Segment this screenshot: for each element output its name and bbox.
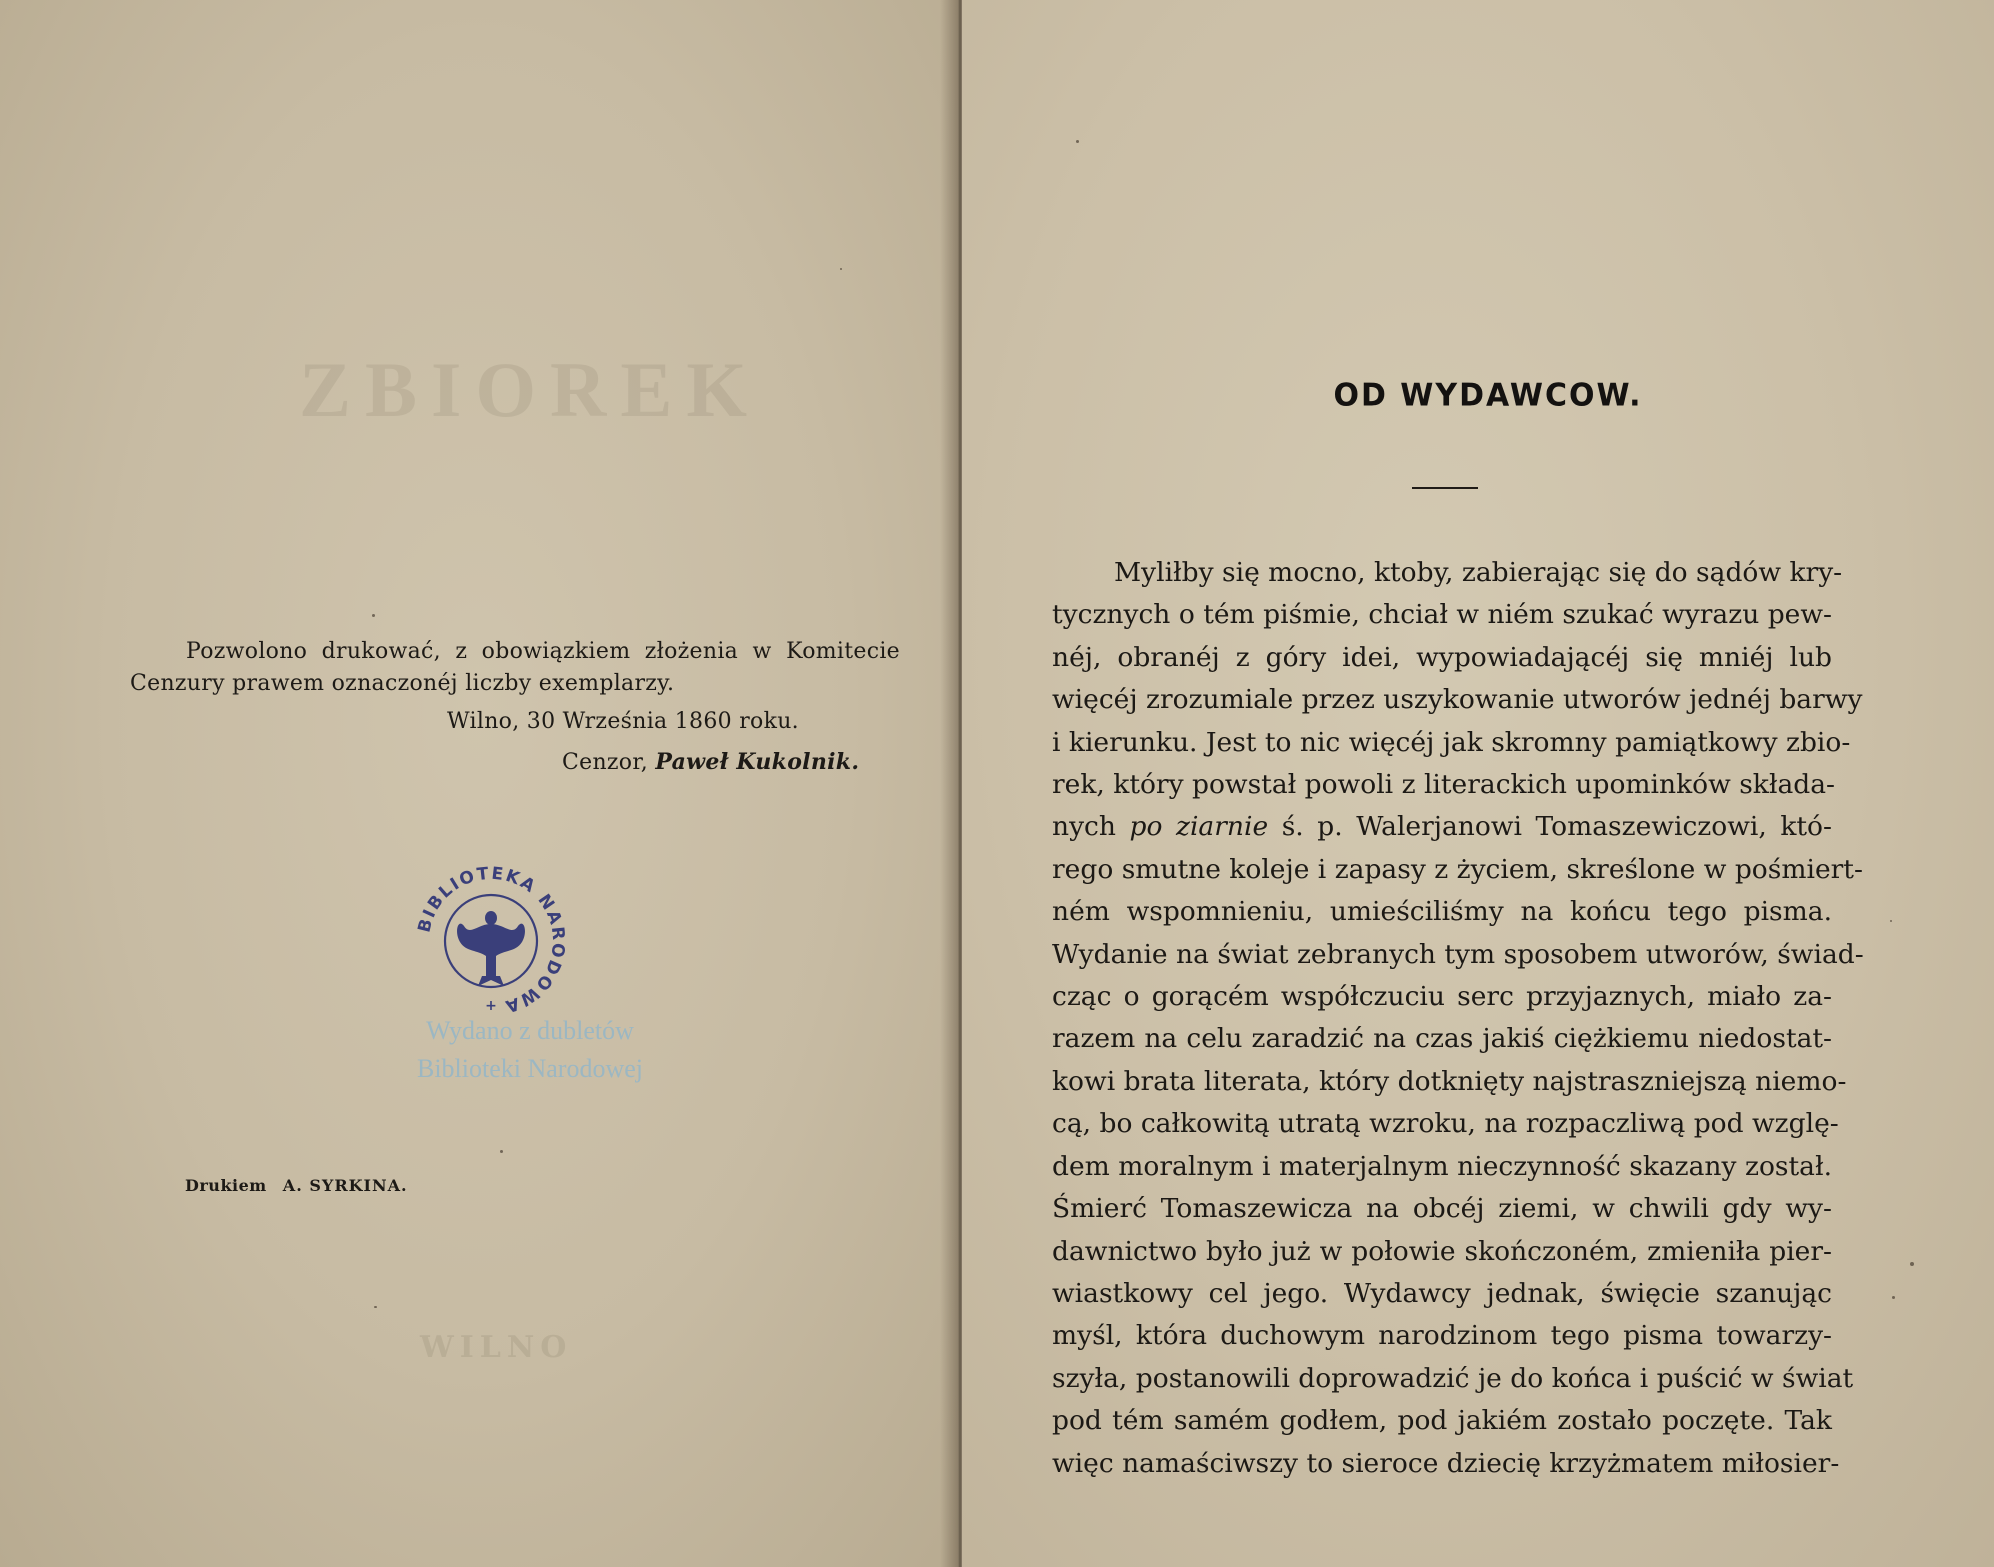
eagle-icon <box>408 858 574 1024</box>
body-line: kowi brata literata, który dotknięty najstraszniejszą niemo- <box>1052 1065 1847 1097</box>
censorship-place-date: Wilno, 30 Września 1860 roku. <box>447 709 799 734</box>
paper-speck <box>840 268 842 270</box>
printer-imprint <box>185 1176 408 1195</box>
body-line: cząc o gorącém współczuciu serc przyjaznych, miało za- <box>1052 981 1832 1013</box>
body-line: i kierunku. Jest to nic więcéj jak skromny pamiątkowy zbio- <box>1052 726 1851 758</box>
body-line: Myliłby się mocno, ktoby, zabierając się do sądów kry- <box>1114 557 1843 588</box>
heading-rule <box>1412 487 1478 489</box>
paper-speck <box>1892 1296 1895 1299</box>
svg-text:+: + <box>485 998 497 1014</box>
bleed-through-text: ZBIOREK <box>298 346 762 433</box>
section-heading: OD WYDAWCOW. <box>1333 377 1643 414</box>
body-line: cą, bo całkowitą utratą wzroku, na rozpaczliwą pod wzglę- <box>1052 1108 1839 1140</box>
duplicate-stamp-line-2: Biblioteki Narodowej <box>416 1054 643 1083</box>
body-line: rek, który powstał powoli z literackich upominków składa- <box>1052 769 1835 801</box>
printer-label: Drukiem <box>185 1176 267 1195</box>
body-line: wiastkowy cel jego. Wydawcy jednak, święcie szanując <box>1052 1277 1832 1309</box>
body-line: rego smutne koleje i zapasy z życiem, skreślone w pośmiert- <box>1052 853 1863 885</box>
italic-phrase: po ziarnie <box>1129 811 1269 843</box>
duplicate-stamp-line-1: Wydano z dubletów <box>426 1016 634 1045</box>
left-page <box>0 0 958 1567</box>
paper-speck <box>500 1150 503 1153</box>
body-line: ném wspomnieniu, umieściliśmy na końcu tego pisma. <box>1052 896 1832 928</box>
right-page <box>962 0 1994 1567</box>
paper-speck <box>1910 1262 1914 1266</box>
paper-speck <box>372 614 375 617</box>
printer-name: A. SYRKINA. <box>282 1176 408 1195</box>
body-line: néj, obranéj z góry idei, wypowiadającéj się mniéj lub <box>1052 641 1832 673</box>
library-stamp <box>408 858 574 1024</box>
censor-name: Paweł Kukolnik. <box>655 749 860 775</box>
paper-speck <box>374 1306 377 1308</box>
stamp-text: BIBLIOTEKA NARODOWA <box>414 863 569 1017</box>
body-line: szyła, postanowili doprowadzić je do końca i puścić w świat <box>1052 1362 1854 1394</box>
censor-label: Cenzor, <box>562 750 649 775</box>
body-line: myśl, która duchowym narodzinom tego pisma towarzy- <box>1052 1320 1832 1352</box>
body-line: dem moralnym i materjalnym nieczynność skazany został. <box>1052 1150 1832 1182</box>
body-line: więc namaściwszy to sieroce dziecię krzyżmatem miłosier- <box>1052 1447 1840 1479</box>
body-line: Wydanie na świat zebranych tym sposobem utworów, świad- <box>1052 938 1864 970</box>
body-paragraph <box>1052 552 1864 1485</box>
censor-signature <box>130 746 900 779</box>
duplicate-stamp <box>390 1012 670 1088</box>
censorship-line-2: Cenzury prawem oznaczonéj liczby exemplarzy. <box>130 671 675 696</box>
bleed-through-bottom: WILNO <box>420 1330 573 1365</box>
body-line: Śmierć Tomaszewicza na obcéj ziemi, w chwili gdy wy- <box>1052 1193 1832 1225</box>
body-line-italic-phrase <box>1052 806 1832 848</box>
paper-speck <box>1076 140 1079 143</box>
censorship-line-1: Pozwolono drukować, z obowiązkiem złożenia w Komitecie <box>186 639 900 664</box>
censorship-notice <box>130 636 900 779</box>
body-line: pod tém samém godłem, pod jakiém zostało poczęte. Tak <box>1052 1405 1832 1437</box>
body-line-part: nych <box>1052 811 1116 843</box>
body-line-part: ś. p. Walerjanowi Tomaszewiczowi, któ- <box>1281 811 1832 843</box>
paper-speck <box>1890 920 1892 922</box>
body-line: razem na celu zaradzić na czas jakiś ciężkiemu niedostat- <box>1052 1023 1832 1055</box>
body-line: więcéj zrozumiale przez uszykowanie utworów jednéj barwy <box>1052 684 1863 716</box>
body-line: dawnictwo było już w połowie skończoném, zmieniła pier- <box>1052 1235 1832 1267</box>
body-line: tycznych o tém piśmie, chciał w niém szukać wyrazu pew- <box>1052 599 1832 631</box>
